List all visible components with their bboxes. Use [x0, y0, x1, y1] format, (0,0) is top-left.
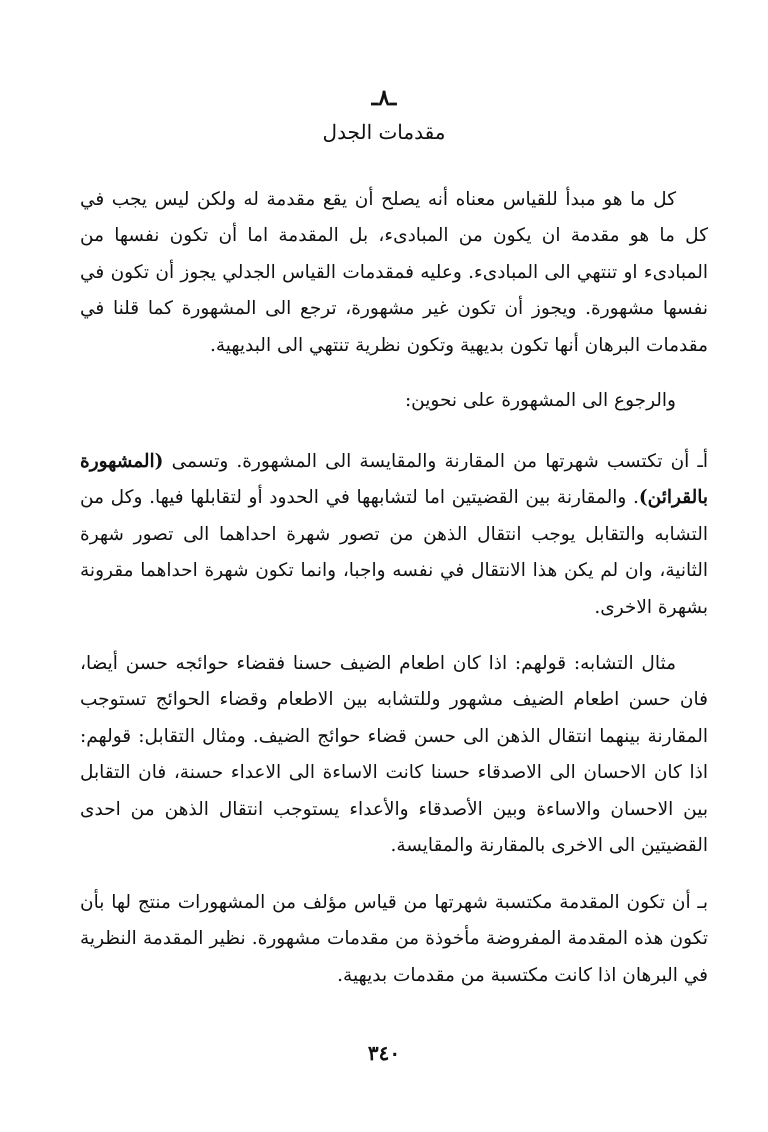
- paragraph-alef: [80, 444, 708, 626]
- paragraph-examples: مثال التشابه: قولهم: اذا كان اطعام الضيف حسنا فقضاء حوائجه حسن أيضا، فان حسن اطعام الضيف مشهور وللتشابه بين الاطعام وقضاء الحوائج تستوجب المقارنة بينهما انتقال الذهن الى حسن قضاء حوائج الضيف. ومثال التقابل: قولهم: اذا كان الاحسان الى الاصدقاء حسنا كانت الاساءة الى الاعداء حسنة، فان التقابل بين الاحسان والاساءة وبين الأصدقاء والأعداء يستوجب انتقال الذهن من احدى القضيتين الى الاخرى بالمقارنة والمقايسة.: [80, 653, 708, 857]
- page-number: ٣٤٠: [367, 1041, 401, 1065]
- paragraph-alef-rest: . والمقارنة بين القضيتين اما لتشابهها في الحدود أو لتقابلها فيها. وكل من التشابه والتقابل يوجب انتقال الذهن من تصور شهرة احداهما الى تصور شهرة الثانية، وان لم يكن هذا الانتقال في نفسه واجبا، وانما تكون شهرة احداهما مقرونة بشهرة الاخرى.: [80, 487, 708, 618]
- paragraph-two-ways: والرجوع الى المشهورة على نحوين:: [404, 390, 676, 411]
- paragraph-alef-lead: أـ أن تكتسب شهرتها من المقارنة والمقايسة الى المشهورة. وتسمى: [163, 451, 708, 472]
- section-title: مقدمات الجدل: [322, 120, 446, 144]
- paragraph-ba: بـ أن تكون المقدمة مكتسبة شهرتها من قياس مؤلف من المشهورات منتج لها بأن تكون هذه المقدمة المفروضة مأخوذة من مقدمات مشهورة. نظير المقدمة النظرية في البرهان اذا كانت مكتسبة من مقدمات بديهية.: [80, 892, 708, 986]
- paragraph-intro: كل ما هو مبدأ للقياس معناه أنه يصلح أن يقع مقدمة له ولكن ليس يجب في كل ما هو مقدمة ان يكون من المبادىء، بل المقدمة اما أن تكون نفسها من المبادىء او تنتهي الى المبادىء. وعليه فمقدمات القياس الجدلي يجوز أن تكون في نفسها مشهورة. ويجوز أن تكون غير مشهورة، ترجع الى المشهورة كما قلنا في مقدمات البرهان أنها تكون بديهية وتكون نظرية تنتهي الى البديهية.: [80, 189, 708, 356]
- chapter-number: ـ٨ـ: [371, 85, 397, 111]
- term-famous-by-association: (المشهورة بالقرائن): [80, 451, 708, 509]
